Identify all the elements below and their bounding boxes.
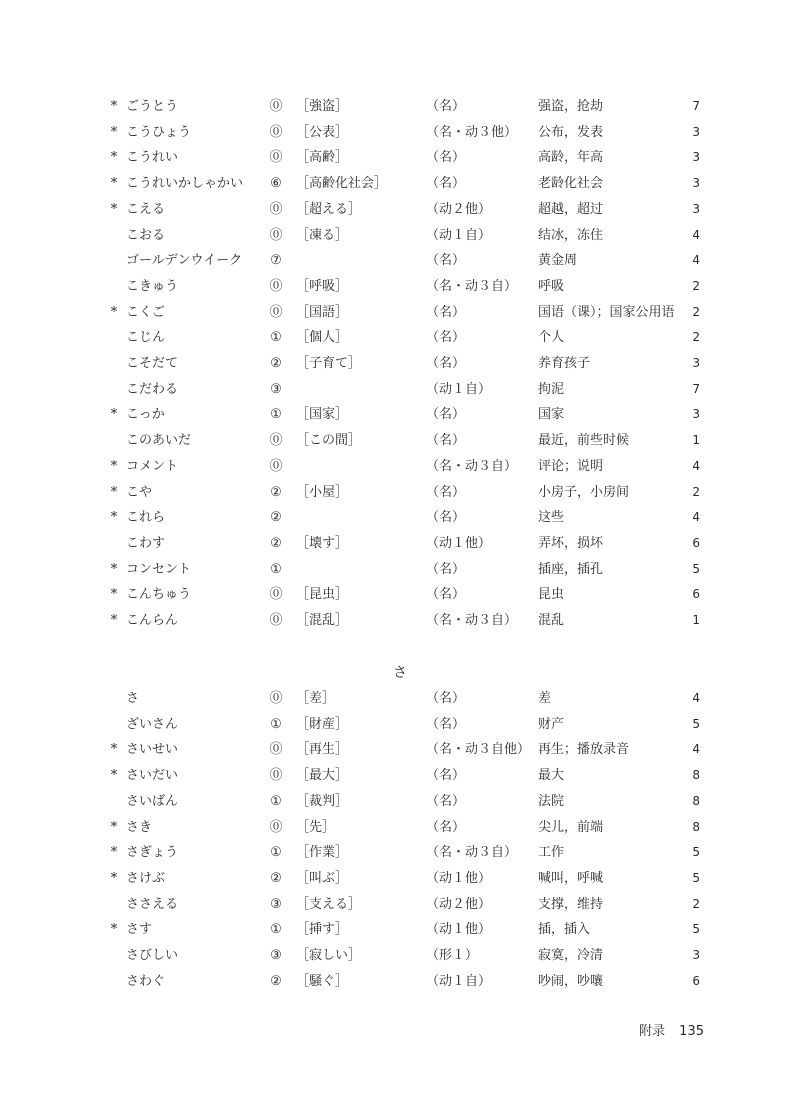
part-of-speech: （名） bbox=[426, 150, 466, 166]
kana-reading: こそだて bbox=[126, 356, 179, 371]
meaning: 弄坏，损坏 bbox=[538, 535, 604, 551]
kanji-form: ［呼吸］ bbox=[296, 278, 349, 294]
star-marker: * bbox=[110, 176, 118, 192]
accent-mark: ① bbox=[270, 561, 282, 577]
part-of-speech: （名） bbox=[426, 407, 466, 423]
kanji-form: ［子育て］ bbox=[296, 356, 362, 371]
kana-reading: こえる bbox=[126, 201, 166, 217]
vocab-row bbox=[0, 686, 800, 712]
kana-reading: このあいだ bbox=[126, 433, 192, 449]
kana-reading: ささえる bbox=[126, 896, 179, 912]
part-of-speech: （名） bbox=[426, 304, 466, 320]
accent-mark: ② bbox=[270, 535, 282, 551]
meaning: 支撑，维持 bbox=[538, 896, 604, 912]
kanji-form: ［強盗］ bbox=[296, 99, 349, 114]
vocab-row bbox=[0, 866, 800, 892]
kana-reading: こんらん bbox=[126, 613, 179, 628]
lesson-number: 1 bbox=[692, 613, 700, 627]
kana-reading: さいばん bbox=[126, 793, 179, 809]
meaning: 差 bbox=[538, 691, 552, 706]
part-of-speech: （名） bbox=[426, 510, 466, 526]
kanji-form: ［最大］ bbox=[296, 768, 349, 784]
star-marker: * bbox=[110, 407, 118, 423]
part-of-speech: （名） bbox=[426, 716, 466, 732]
meaning: 插，插入 bbox=[538, 922, 591, 938]
kanji-form: ［財産］ bbox=[296, 716, 349, 732]
lesson-number: 3 bbox=[692, 176, 700, 191]
part-of-speech: （动１自） bbox=[426, 973, 492, 989]
meaning: 小房子，小房间 bbox=[538, 484, 630, 500]
accent-mark: ⓪ bbox=[269, 124, 283, 140]
kanji-form: ［寂しい］ bbox=[296, 948, 362, 963]
lesson-number: 5 bbox=[692, 922, 700, 937]
part-of-speech: （名） bbox=[426, 433, 466, 449]
part-of-speech: （名・动３自） bbox=[426, 458, 518, 474]
vocab-row bbox=[0, 120, 800, 146]
kana-reading: こだわる bbox=[126, 381, 179, 397]
kana-reading: ざいさん bbox=[126, 716, 179, 732]
kanji-form: ［国家］ bbox=[296, 407, 349, 423]
lesson-number: 5 bbox=[692, 716, 700, 731]
star-marker: * bbox=[110, 870, 118, 886]
meaning: 养育孩子 bbox=[538, 356, 591, 371]
lesson-number: 5 bbox=[692, 845, 700, 860]
star-marker: * bbox=[110, 99, 118, 114]
accent-mark: ⓪ bbox=[269, 458, 283, 474]
lesson-number: 3 bbox=[692, 407, 700, 422]
kana-reading: ゴールデンウイーク bbox=[126, 253, 243, 269]
vocab-row bbox=[0, 171, 800, 197]
kana-reading: こうれい bbox=[126, 150, 179, 166]
vocab-row bbox=[0, 789, 800, 815]
vocab-row bbox=[0, 454, 800, 480]
meaning: 吵闹，吵嚷 bbox=[538, 973, 604, 989]
vocab-row bbox=[0, 531, 800, 557]
part-of-speech: （名・动３自他） bbox=[426, 742, 531, 758]
vocab-row bbox=[0, 351, 800, 377]
kanji-form: ［超える］ bbox=[296, 201, 362, 217]
meaning: 国语（课）；国家公用语 bbox=[538, 304, 675, 320]
kanji-form: ［支える］ bbox=[296, 896, 362, 912]
kanji-form: ［裁判］ bbox=[296, 793, 349, 809]
vocab-row bbox=[0, 145, 800, 171]
kanji-form: ［先］ bbox=[296, 819, 336, 835]
kanji-form: ［壊す］ bbox=[296, 535, 349, 551]
kanji-form: ［挿す］ bbox=[296, 922, 349, 938]
lesson-number: 4 bbox=[692, 227, 700, 242]
lesson-number: 4 bbox=[692, 510, 700, 525]
kana-reading: こや bbox=[126, 484, 153, 500]
kanji-form: ［小屋］ bbox=[296, 484, 349, 500]
part-of-speech: （名） bbox=[426, 768, 466, 784]
meaning: 再生；播放录音 bbox=[538, 742, 630, 758]
star-marker: * bbox=[110, 768, 118, 784]
page-number: 135 bbox=[679, 1024, 704, 1039]
accent-mark: ② bbox=[270, 356, 282, 371]
accent-mark: ⓪ bbox=[269, 201, 283, 217]
kana-reading: さけぶ bbox=[126, 870, 166, 886]
kanji-form: ［個人］ bbox=[296, 330, 349, 346]
accent-mark: ② bbox=[270, 510, 282, 526]
kana-reading: こわす bbox=[126, 535, 166, 551]
kanji-form: ［公表］ bbox=[296, 124, 349, 140]
kana-reading: さ bbox=[126, 691, 140, 706]
vocab-row bbox=[0, 428, 800, 454]
meaning: 工作 bbox=[538, 845, 565, 861]
vocab-row bbox=[0, 274, 800, 300]
kana-reading: これら bbox=[126, 510, 166, 526]
kanji-form: ［混乱］ bbox=[296, 613, 349, 628]
star-marker: * bbox=[110, 304, 118, 320]
part-of-speech: （形１） bbox=[426, 948, 479, 963]
kana-reading: さいせい bbox=[126, 742, 179, 758]
lesson-number: 6 bbox=[692, 535, 700, 550]
accent-mark: ⓪ bbox=[269, 742, 283, 758]
accent-mark: ⑦ bbox=[270, 253, 282, 269]
part-of-speech: （名） bbox=[426, 356, 466, 371]
accent-mark: ⓪ bbox=[269, 433, 283, 449]
star-marker: * bbox=[110, 587, 118, 603]
lesson-number: 4 bbox=[692, 253, 700, 268]
page-footer bbox=[639, 1022, 704, 1042]
kanji-form: ［この間］ bbox=[296, 433, 362, 449]
vocab-row bbox=[0, 248, 800, 274]
meaning: 混乱 bbox=[538, 613, 565, 628]
part-of-speech: （名） bbox=[426, 484, 466, 500]
accent-mark: ① bbox=[270, 716, 282, 732]
meaning: 拘泥 bbox=[538, 381, 565, 397]
vocab-row bbox=[0, 402, 800, 428]
lesson-number: 8 bbox=[692, 768, 700, 783]
meaning: 寂寞，冷清 bbox=[538, 948, 604, 963]
vocab-row bbox=[0, 325, 800, 351]
accent-mark: ⓪ bbox=[269, 613, 283, 628]
lesson-number: 2 bbox=[692, 484, 700, 499]
vocab-row bbox=[0, 300, 800, 326]
star-marker: * bbox=[110, 613, 118, 628]
accent-mark: ① bbox=[270, 330, 282, 346]
meaning: 插座，插孔 bbox=[538, 561, 604, 577]
kana-reading: コメント bbox=[126, 458, 179, 474]
meaning: 超越，超过 bbox=[538, 201, 604, 217]
accent-mark: ⓪ bbox=[269, 819, 283, 835]
kana-reading: さぎょう bbox=[126, 845, 179, 861]
accent-mark: ① bbox=[270, 922, 282, 938]
vocab-row bbox=[0, 917, 800, 943]
vocab-row bbox=[0, 505, 800, 531]
accent-mark: ⓪ bbox=[269, 304, 283, 320]
part-of-speech: （名・动３自） bbox=[426, 613, 518, 628]
kanji-form: ［騒ぐ］ bbox=[296, 973, 349, 989]
vocab-row bbox=[0, 480, 800, 506]
accent-mark: ① bbox=[270, 845, 282, 861]
accent-mark: ② bbox=[270, 870, 282, 886]
meaning: 高龄，年高 bbox=[538, 150, 604, 166]
vocab-row bbox=[0, 582, 800, 608]
meaning: 黄金周 bbox=[538, 253, 578, 269]
lesson-number: 3 bbox=[692, 948, 700, 962]
lesson-number: 6 bbox=[692, 973, 700, 988]
kanji-form: ［高齢］ bbox=[296, 150, 349, 166]
part-of-speech: （动２他） bbox=[426, 201, 492, 217]
meaning: 强盗，抢劫 bbox=[538, 99, 604, 114]
vocab-row bbox=[0, 557, 800, 583]
vocab-row bbox=[0, 840, 800, 866]
part-of-speech: （动１他） bbox=[426, 535, 492, 551]
lesson-number: 1 bbox=[692, 433, 700, 448]
vocab-row bbox=[0, 608, 800, 634]
star-marker: * bbox=[110, 458, 118, 474]
meaning: 结冰，冻住 bbox=[538, 227, 604, 243]
vocab-row bbox=[0, 223, 800, 249]
meaning: 国家 bbox=[538, 407, 565, 423]
meaning: 尖儿，前端 bbox=[538, 819, 604, 835]
vocab-row bbox=[0, 737, 800, 763]
lesson-number: 5 bbox=[692, 561, 700, 576]
kana-reading: こきゅう bbox=[126, 278, 179, 294]
accent-mark: ⓪ bbox=[269, 278, 283, 294]
meaning: 昆虫 bbox=[538, 587, 565, 603]
part-of-speech: （名） bbox=[426, 819, 466, 835]
kanji-form: ［作業］ bbox=[296, 845, 349, 861]
star-marker: * bbox=[110, 922, 118, 938]
kanji-form: ［凍る］ bbox=[296, 227, 349, 243]
section-heading-sa: さ bbox=[393, 665, 407, 681]
meaning: 喊叫，呼喊 bbox=[538, 870, 604, 886]
kanji-form: ［昆虫］ bbox=[296, 587, 349, 603]
lesson-number: 2 bbox=[692, 330, 700, 345]
kana-reading: こんちゅう bbox=[126, 587, 192, 603]
accent-mark: ② bbox=[270, 973, 282, 989]
vocab-row bbox=[0, 197, 800, 223]
accent-mark: ⓪ bbox=[269, 587, 283, 603]
star-marker: * bbox=[110, 150, 118, 166]
lesson-number: 3 bbox=[692, 150, 700, 165]
part-of-speech: （动１他） bbox=[426, 922, 492, 938]
part-of-speech: （动１自） bbox=[426, 381, 492, 397]
part-of-speech: （名） bbox=[426, 176, 466, 192]
lesson-number: 4 bbox=[692, 458, 700, 473]
lesson-number: 7 bbox=[692, 99, 700, 113]
part-of-speech: （名） bbox=[426, 691, 466, 706]
vocab-row bbox=[0, 712, 800, 738]
star-marker: * bbox=[110, 510, 118, 526]
kana-reading: こくご bbox=[126, 304, 166, 320]
part-of-speech: （名） bbox=[426, 253, 466, 269]
accent-mark: ⓪ bbox=[269, 227, 283, 243]
lesson-number: 3 bbox=[692, 124, 700, 139]
accent-mark: ⓪ bbox=[269, 99, 283, 114]
part-of-speech: （名） bbox=[426, 330, 466, 346]
kana-reading: ごうとう bbox=[126, 99, 179, 114]
vocab-row bbox=[0, 763, 800, 789]
lesson-number: 5 bbox=[692, 870, 700, 885]
lesson-number: 2 bbox=[692, 278, 700, 293]
kana-reading: さす bbox=[126, 922, 153, 938]
vocab-row bbox=[0, 815, 800, 841]
meaning: 公布，发表 bbox=[538, 124, 604, 140]
vocab-row bbox=[0, 377, 800, 403]
vocab-row bbox=[0, 892, 800, 918]
part-of-speech: （动１他） bbox=[426, 870, 492, 886]
accent-mark: ① bbox=[270, 793, 282, 809]
star-marker: * bbox=[110, 561, 118, 577]
accent-mark: ② bbox=[270, 484, 282, 500]
vocab-row bbox=[0, 94, 800, 120]
kanji-form: ［国語］ bbox=[296, 304, 349, 320]
accent-mark: ③ bbox=[270, 381, 282, 397]
lesson-number: 4 bbox=[692, 691, 700, 705]
vocab-row bbox=[0, 943, 800, 969]
part-of-speech: （动１自） bbox=[426, 227, 492, 243]
part-of-speech: （名・动３他） bbox=[426, 124, 518, 140]
star-marker: * bbox=[110, 819, 118, 835]
meaning: 财产 bbox=[538, 716, 565, 732]
footer-label: 附录 bbox=[639, 1024, 666, 1039]
lesson-number: 8 bbox=[692, 793, 700, 808]
kana-reading: さわぐ bbox=[126, 973, 166, 989]
accent-mark: ① bbox=[270, 407, 282, 423]
kana-reading: さいだい bbox=[126, 768, 179, 784]
lesson-number: 2 bbox=[692, 896, 700, 911]
star-marker: * bbox=[110, 201, 118, 217]
meaning: 这些 bbox=[538, 510, 565, 526]
kana-reading: こっか bbox=[126, 407, 165, 423]
kana-reading: コンセント bbox=[126, 561, 192, 577]
meaning: 最近，前些时候 bbox=[538, 433, 630, 449]
accent-mark: ③ bbox=[270, 896, 282, 912]
lesson-number: 2 bbox=[692, 304, 700, 319]
kanji-form: ［再生］ bbox=[296, 742, 349, 758]
star-marker: * bbox=[110, 845, 118, 861]
accent-mark: ⑥ bbox=[270, 176, 282, 192]
kanji-form: ［叫ぶ］ bbox=[296, 870, 349, 886]
part-of-speech: （名・动３自） bbox=[426, 278, 518, 294]
part-of-speech: （名・动３自） bbox=[426, 845, 518, 861]
lesson-number: 4 bbox=[692, 742, 700, 757]
kana-reading: こじん bbox=[126, 330, 166, 346]
lesson-number: 7 bbox=[692, 381, 700, 396]
meaning: 法院 bbox=[538, 793, 565, 809]
kana-reading: さき bbox=[126, 819, 153, 835]
kana-reading: こうれいかしゃかい bbox=[126, 176, 244, 192]
star-marker: * bbox=[110, 742, 118, 758]
accent-mark: ⓪ bbox=[269, 691, 283, 706]
part-of-speech: （名） bbox=[426, 99, 466, 114]
lesson-number: 3 bbox=[692, 356, 700, 370]
lesson-number: 8 bbox=[692, 819, 700, 834]
meaning: 评论；说明 bbox=[538, 458, 604, 474]
vocab-row bbox=[0, 969, 800, 995]
meaning: 呼吸 bbox=[538, 278, 565, 294]
star-marker: * bbox=[110, 124, 118, 140]
lesson-number: 6 bbox=[692, 587, 700, 602]
kana-reading: こうひょう bbox=[126, 124, 192, 140]
star-marker: * bbox=[110, 484, 118, 500]
meaning: 老龄化社会 bbox=[538, 176, 604, 192]
part-of-speech: （名） bbox=[426, 587, 466, 603]
part-of-speech: （名） bbox=[426, 561, 466, 577]
meaning: 个人 bbox=[538, 330, 565, 346]
part-of-speech: （动２他） bbox=[426, 896, 492, 912]
kanji-form: ［差］ bbox=[296, 691, 336, 706]
accent-mark: ③ bbox=[270, 948, 282, 963]
lesson-number: 3 bbox=[692, 201, 700, 216]
accent-mark: ⓪ bbox=[269, 150, 283, 166]
kana-reading: さびしい bbox=[126, 948, 179, 963]
kanji-form: ［高齢化社会］ bbox=[296, 176, 388, 192]
accent-mark: ⓪ bbox=[269, 768, 283, 784]
part-of-speech: （名） bbox=[426, 793, 466, 809]
meaning: 最大 bbox=[538, 768, 565, 784]
kana-reading: こおる bbox=[126, 227, 166, 243]
